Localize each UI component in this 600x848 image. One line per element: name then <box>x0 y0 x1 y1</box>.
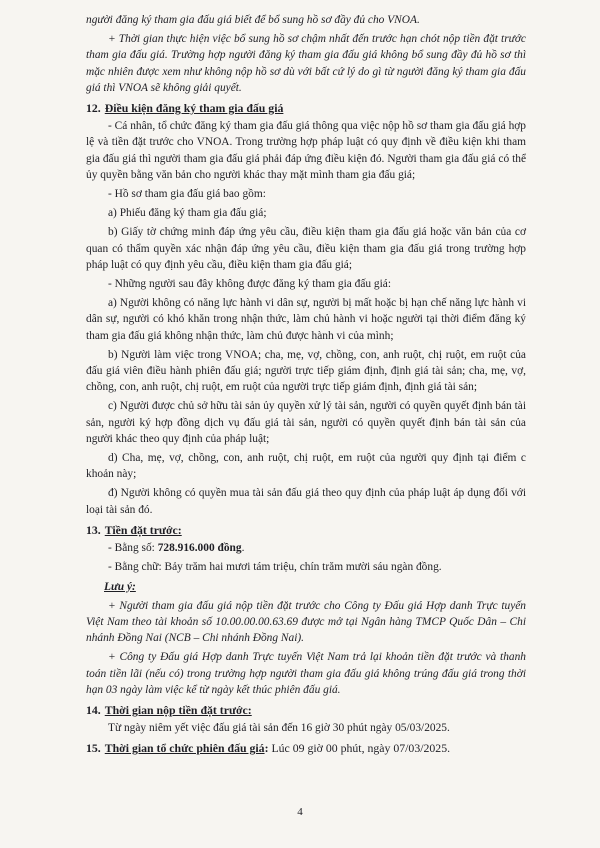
section-12-number: 12. <box>86 101 101 116</box>
section-12-para-3: a) Phiếu đăng ký tham gia đấu giá; <box>108 207 267 220</box>
deposit-amount-line: - Bằng số: 728.916.000 đồng. <box>108 542 245 555</box>
document-body <box>86 12 526 759</box>
note-heading <box>86 579 526 595</box>
section-12-para-1: - Cá nhân, tổ chức đăng ký tham gia đấu giá thông qua việc nộp hồ sơ tham gia đấu giá hợp lệ và tiền đặt trước cho VNOA. Trong trường hợp pháp luật có quy định về điều kiện khi tham gia đấu giá thì người tham gia đấu giá phải đáp ứng điều kiện đó. Người tham gia đấu giá có thể ủy quyền bằng văn bản cho người khác thay mặt mình tham gia đấu giá; <box>86 120 526 181</box>
section-15-colon: : <box>264 741 269 756</box>
section-14-title: Thời gian nộp tiền đặt trước: <box>104 702 252 717</box>
section-12-para-7: b) Người làm việc trong VNOA; cha, mẹ, vợ, chồng, con, anh ruột, chị ruột, em ruột của đấu giá viên điều hành phiên đấu giá; người trực tiếp giám định, định giá tài sản; cha, mẹ, vợ, chồng, con, anh ruột, chị ruột, em ruột của người trực tiếp giám định, định giá tài sản; <box>86 348 526 394</box>
section-15-number: 15. <box>86 741 101 756</box>
section-12-para-6: a) Người không có năng lực hành vi dân sự, người bị mất hoặc bị hạn chế năng lực hành vi dân sự, người có khó khăn trong nhận thức, làm chủ hành vi hoặc người tại thời điểm đăng ký tham gia đấu giá không nhận thức, làm chủ được hành vi của mình; <box>86 297 526 342</box>
section-15-text: Lúc 09 giờ 00 phút, ngày 07/03/2025. <box>268 741 451 756</box>
note-2: + Công ty Đấu giá Hợp danh Trực tuyến Việt Nam trả lại khoản tiền đặt trước và thanh toán tiền lãi (nếu có) trong trường hợp người tham gia đấu giá không trúng đấu giá trong thời hạn 03 ngày làm việc kể từ ngày kết thúc phiên đấu giá. <box>86 651 526 696</box>
section-13-heading <box>86 522 526 538</box>
note-1: + Người tham gia đấu giá nộp tiền đặt trước cho Công ty Đấu giá Hợp danh Trực tuyến Việt Nam theo tài khoản số 10.00.00.00.63.69 được mở tại Ngân hàng TMCP Quốc Dân – Chi nhánh Đồng Nai (NCB – Chi nhánh Đồng Nai). <box>86 599 526 645</box>
section-15-heading <box>86 740 526 756</box>
section-12-para-2: - Hồ sơ tham gia đấu giá bao gồm: <box>108 188 266 201</box>
section-12-heading <box>86 100 526 116</box>
section-12-para-10: đ) Người không có quyền mua tài sản đấu giá theo quy định của pháp luật áp dụng đối với loại tài sản đó. <box>86 487 526 516</box>
deposit-amount-words: - Bằng chữ: Bảy trăm hai mươi tám triệu, chín trăm mười sáu ngàn đồng. <box>108 561 442 574</box>
deposit-amount-label: - Bằng số: <box>108 542 158 555</box>
section-12-para-5: - Những người sau đây không được đăng ký tham gia đấu giá: <box>108 278 392 291</box>
paragraph-top-1: người đăng ký tham gia đấu giá biết để bổ sung hồ sơ đầy đủ cho VNOA. <box>86 14 420 26</box>
section-14-number: 14. <box>86 702 101 717</box>
section-14-text: Từ ngày niêm yết việc đấu giá tài sản đến 16 giờ 30 phút ngày 05/03/2025. <box>108 722 450 735</box>
section-12-para-8: c) Người được chủ sở hữu tài sản ủy quyền xử lý tài sản, người có quyền quyết định bán tài sản, người ký hợp đồng dịch vụ đấu giá tài sản, người có quyền quyết định bán tài sản của người khác theo quy định của pháp luật; <box>86 400 526 445</box>
section-12-para-9: d) Cha, mẹ, vợ, chồng, con, anh ruột, chị ruột, em ruột của người quy định tại điểm c khoản này; <box>86 452 526 481</box>
section-12-title: Điều kiện đăng ký tham gia đấu giá <box>104 101 284 116</box>
section-13-number: 13. <box>86 522 101 537</box>
section-12-para-4: b) Giấy tờ chứng minh đáp ứng yêu cầu, điều kiện tham gia đấu giá hoặc văn bản của cơ quan có thẩm quyền xác nhận đáp ứng yêu cầu, điều kiện tham gia đấu giá trong trường hợp pháp luật có quy định yêu cầu, điều kiện tham gia đấu giá; <box>86 226 526 271</box>
page-number: 4 <box>297 806 303 818</box>
section-15-title: Thời gian tổ chức phiên đấu giá <box>104 741 265 756</box>
section-14-heading <box>86 702 526 718</box>
deposit-amount-value: 728.916.000 đồng <box>157 542 242 555</box>
paragraph-top-2: + Thời gian thực hiện việc bổ sung hồ sơ chậm nhất đến trước hạn chót nộp tiền đặt trước tham gia đấu giá. Trường hợp người đăng ký tham gia đấu giá không bổ sung đầy đủ hồ sơ thì mặc nhiên được xem như không nộp hồ sơ dù với bất cứ lý do gì từ người đăng ký tham gia đấu giá thì VNOA sẽ không giải quyết. <box>86 33 526 94</box>
section-13-title: Tiền đặt trước: <box>104 522 182 537</box>
note-label: Lưu ý: <box>104 580 136 593</box>
